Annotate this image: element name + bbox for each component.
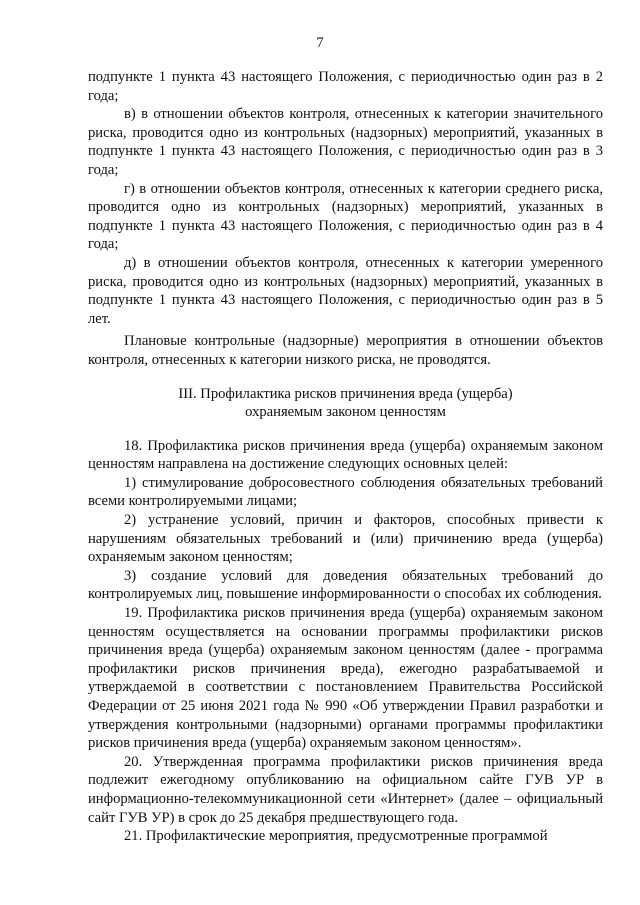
section-heading bbox=[88, 385, 603, 422]
paragraph-continuation: подпункте 1 пункта 43 настоящего Положения, с периодичностью один раз в 2 года; bbox=[88, 69, 603, 104]
paragraph-18-item-3: 3) создание условий для доведения обязательных требований до контролируемых лиц, повышение информированности о способах их соблюдения. bbox=[88, 567, 603, 603]
section-heading-line2: охраняемым законом ценностям bbox=[245, 404, 446, 421]
paragraph-18-item-2: 2) устранение условий, причин и факторов, способных привести к нарушениям обязательных требований и (или) причинению вреда (ущерба) охраняемым законом ценностям; bbox=[88, 512, 603, 566]
paragraph-item-d: д) в отношении объектов контроля, отнесенных к категории умеренного риска, проводится одно из контрольных (надзорных) мероприятий, указанных в подпункте 1 пункта 43 настоящего Положения, с периодичностью один раз в 5 лет. bbox=[88, 254, 603, 327]
paragraph-18-item-1: 1) стимулирование добросовестного соблюдения обязательных требований всеми контролируемыми лицами; bbox=[88, 474, 603, 510]
paragraph-18: 18. Профилактика рисков причинения вреда (ущерба) охраняемым законом ценностям направлена на достижение следующих основных целей: bbox=[88, 437, 603, 473]
paragraph-21: 21. Профилактические мероприятия, предусмотренные программой bbox=[124, 828, 548, 845]
paragraph-planned-measures: Плановые контрольные (надзорные) мероприятия в отношении объектов контроля, отнесенных к категории низкого риска, не проводятся. bbox=[88, 333, 603, 368]
document-body bbox=[88, 68, 603, 846]
paragraph-item-g: г) в отношении объектов контроля, отнесенных к категории среднего риска, проводится одно из контрольных (надзорных) мероприятий, указанных в подпункте 1 пункта 43 настоящего Положения, с периодичностью один раз в 4 года; bbox=[88, 180, 603, 253]
page-number: 7 bbox=[316, 35, 324, 51]
section-heading-line1: III. Профилактика рисков причинения вреда (ущерба) bbox=[178, 385, 513, 402]
paragraph-19: 19. Профилактика рисков причинения вреда (ущерба) охраняемым законом ценностям осуществляется на основании программы профилактики рисков причинения вреда (ущерба) охраняемым законом ценностям (далее - программа профилактики рисков причинения вреда), ежегодно разрабатываемой и утверждаемой в соответствии с постановлением Правительства Российской Федерации от 25 июня 2021 года № 990 «Об утверждении Правил разработки и утверждения контрольными (надзорными) органами программы профилактики рисков причинения вреда (ущерба) охраняемым законом ценностям». bbox=[88, 605, 603, 752]
paragraph-item-v: в) в отношении объектов контроля, отнесенных к категории значительного риска, проводится одно из контрольных (надзорных) мероприятий, указанных в подпункте 1 пункта 43 настоящего Положения, с периодичностью один раз в 3 года; bbox=[88, 106, 603, 178]
paragraph-20: 20. Утвержденная программа профилактики рисков причинения вреда подлежит ежегодному опубликованию на официальном сайте ГУВ УР в информационно-телекоммуникационной сети «Интернет» (далее – официальный сайт ГУВ УР) в срок до 25 декабря предшествующего года. bbox=[88, 753, 603, 826]
